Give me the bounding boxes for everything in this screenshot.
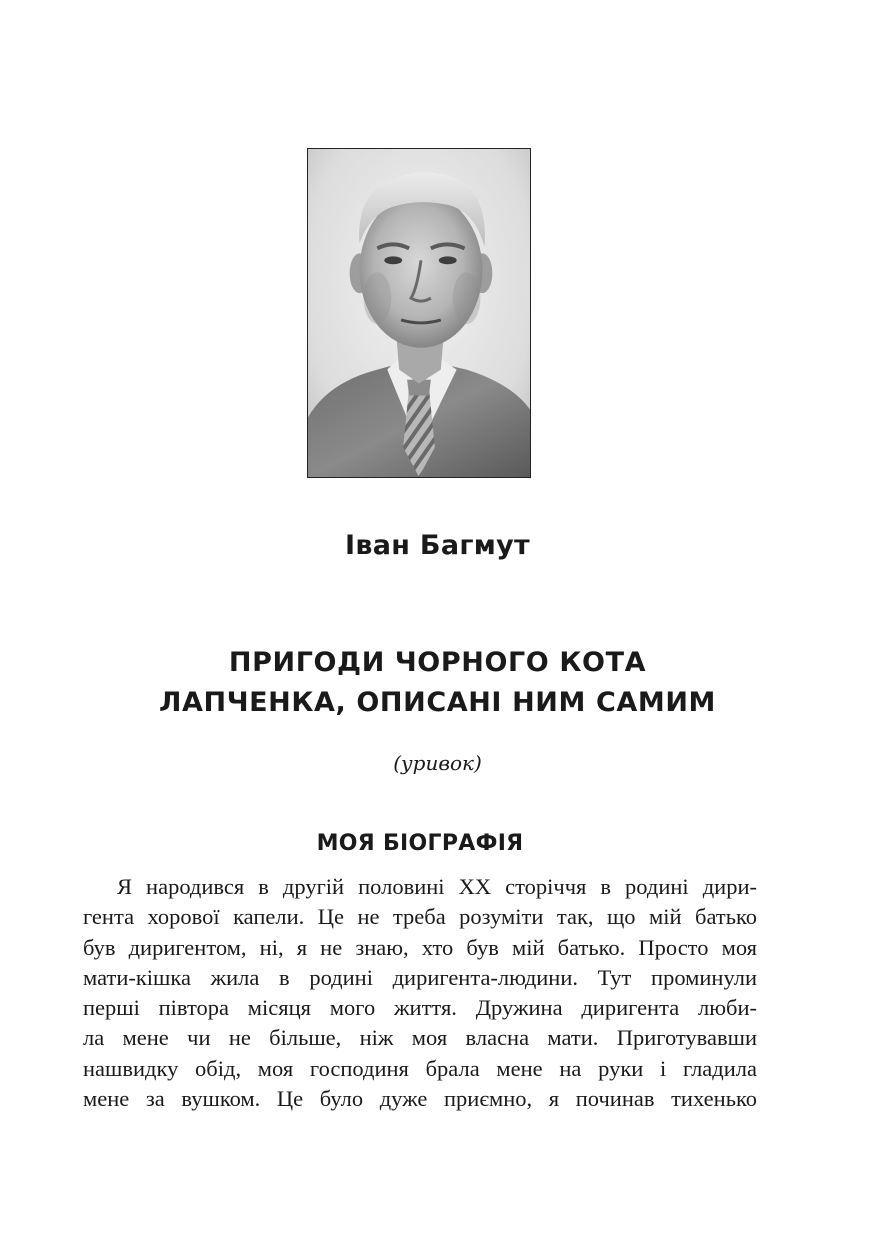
- author-portrait-photo: [307, 148, 531, 478]
- section-heading: МОЯ БІОГРАФІЯ: [316, 831, 524, 856]
- text-line: ла мене чи не більше, ніж моя власна мати. Приготувавши: [83, 1025, 757, 1051]
- work-title: [0, 643, 875, 723]
- text-line: мати-кішка жила в родині диригента-людини. Тут проминули: [83, 964, 757, 990]
- work-title-line-2: ЛАПЧЕНКА, ОПИСАНІ НИМ САМИМ: [158, 687, 716, 718]
- text-line: нашвидку обід, моя господиня брала мене на руки і гладила: [83, 1055, 757, 1081]
- text-line: гента хорової капели. Це не треба розуміти так, що мій батько: [83, 904, 757, 930]
- excerpt-subtitle: (уривок): [393, 751, 482, 775]
- section-body-text: [83, 872, 757, 1114]
- text-line: перші півтора місяця мого життя. Дружина диригента люби-: [83, 995, 757, 1021]
- author-name: Іван Багмут: [345, 530, 530, 561]
- text-line: мене за вушком. Це було дуже приємно, я починав тихенько: [83, 1086, 757, 1112]
- work-title-line-1: ПРИГОДИ ЧОРНОГО КОТА: [228, 647, 647, 678]
- text-line: був диригентом, ні, я не знаю, хто був мій батько. Просто моя: [83, 934, 757, 960]
- text-line: Я народився в другій половині XX сторіччя в родині дири-: [117, 874, 757, 899]
